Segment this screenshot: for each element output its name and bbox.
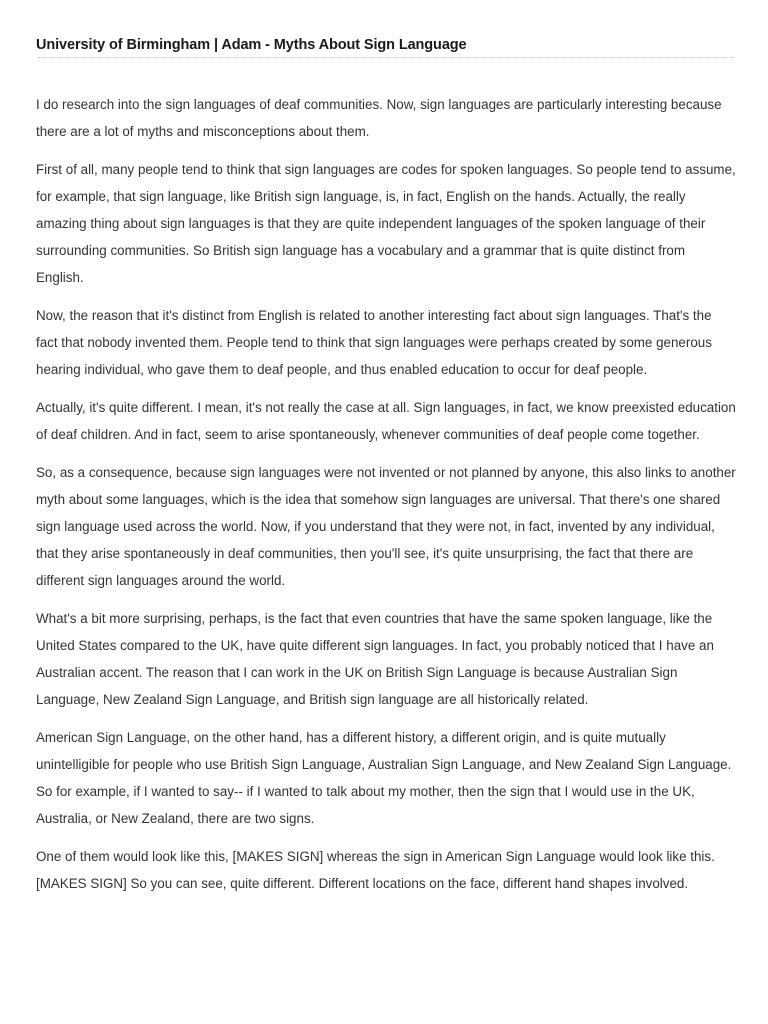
paragraph: One of them would look like this, [MAKES SIGN] whereas the sign in American Sign Language would look like this. [MAKES SIGN] So you can see, quite different. Different locations on the face, different hand shapes involved. (36, 849, 715, 891)
paragraph: What's a bit more surprising, perhaps, is the fact that even countries that have the same spoken language, like the United States compared to the UK, have quite different sign languages. In fact, you probably noticed that I have an Australian accent. The reason that I can work in the UK on British Sign Language is because Australian Sign Language, New Zealand Sign Language, and British sign language are all historically related. (36, 611, 714, 707)
transcript-body (36, 91, 736, 897)
document-title: University of Birmingham | Adam - Myths About Sign Language (36, 37, 467, 53)
paragraph: Actually, it's quite different. I mean, it's not really the case at all. Sign languages, in fact, we know preexisted education of deaf children. And in fact, seem to arise spontaneously, whenever communities of deaf people come together. (36, 400, 736, 442)
paragraph: Now, the reason that it's distinct from English is related to another interesting fact about sign languages. That's the fact that nobody invented them. People tend to think that sign languages were perhaps created by some generous hearing individual, who gave them to deaf people, and thus enabled education to occur for deaf people. (36, 308, 712, 377)
paragraph: I do research into the sign languages of deaf communities. Now, sign languages are particularly interesting because there are a lot of myths and misconceptions about them. (36, 97, 722, 139)
paragraph: First of all, many people tend to think that sign languages are codes for spoken languages. So people tend to assume, for example, that sign language, like British sign language, is, in fact, English on the hands. Actually, the really amazing thing about sign languages is that they are quite independent languages of the spoken language of their surrounding communities. So British sign language has a vocabulary and a grammar that is quite distinct from English. (36, 162, 736, 285)
paragraph: So, as a consequence, because sign languages were not invented or not planned by anyone, this also links to another myth about some languages, which is the idea that somehow sign languages are universal. That there's one shared sign language used across the world. Now, if you understand that they were not, in fact, invented by any individual, that they arise spontaneously in deaf communities, then you'll see, it's quite unsurprising, the fact that there are different sign languages around the world. (36, 465, 736, 588)
paragraph: American Sign Language, on the other hand, has a different history, a different origin, and is quite mutually unintelligible for people who use British Sign Language, Australian Sign Language, and New Zealand Sign Language. So for example, if I wanted to say-- if I wanted to talk about my mother, then the sign that I would use in the UK, Australia, or New Zealand, there are two signs. (36, 730, 732, 826)
title-divider (38, 57, 734, 58)
